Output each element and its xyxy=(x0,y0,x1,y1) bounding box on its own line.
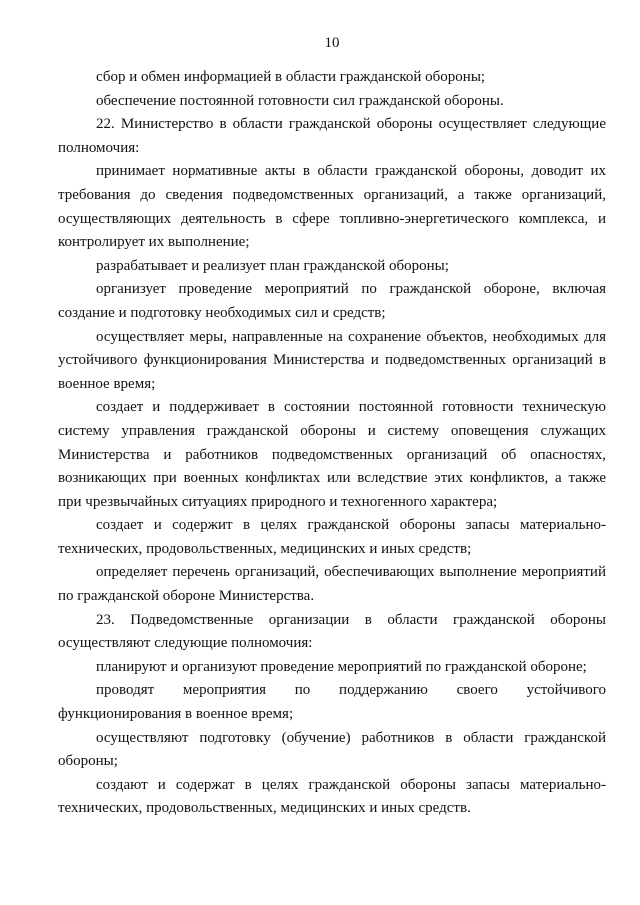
paragraph: 22. Министерство в области гражданской обороны осуществляет следующие полномочия: xyxy=(58,116,606,156)
paragraph: осуществляет меры, направленные на сохранение объектов, необходимых для устойчивого функционирования Министерства и подведомственных организаций в военное время; xyxy=(58,328,606,392)
paragraph: планируют и организуют проведение мероприятий по гражданской обороне; xyxy=(96,658,587,675)
paragraph: создают и содержат в целях гражданской обороны запасы материально-технических, продовольственных, медицинских и иных средств. xyxy=(58,776,606,817)
paragraph: обеспечение постоянной готовности сил гражданской обороны. xyxy=(96,92,504,109)
page-number: 10 xyxy=(324,35,340,51)
paragraph: проводят мероприятия по поддержанию своего устойчивого функционирования в военное время; xyxy=(58,682,606,723)
paragraph: организует проведение мероприятий по гражданской обороне, включая создание и подготовку необходимых сил и средств; xyxy=(58,281,606,321)
document-body xyxy=(58,66,606,821)
paragraph: принимает нормативные акты в области гражданской обороны, доводит их требования до сведения подведомственных организаций, а также организаций, осуществляющих деятельность в сфере топливно-энергетического комплекса, и контролирует их выполнение; xyxy=(58,163,606,251)
paragraph: определяет перечень организаций, обеспечивающих выполнение мероприятий по гражданской обороне Министерства. xyxy=(58,564,606,605)
paragraph: разрабатывает и реализует план гражданской обороны; xyxy=(96,257,449,274)
paragraph: сбор и обмен информацией в области гражданской обороны; xyxy=(96,69,486,85)
paragraph: создает и содержит в целях гражданской обороны запасы материально-технических, продовольственных, медицинских и иных средств; xyxy=(58,517,606,557)
paragraph: осуществляют подготовку (обучение) работников в области гражданской обороны; xyxy=(58,729,606,770)
paragraph: 23. Подведомственные организации в области гражданской обороны осуществляют следующие полномочия: xyxy=(58,611,606,652)
paragraph: создает и поддерживает в состоянии постоянной готовности техническую систему управления гражданской обороны и систему оповещения служащих Министерства и работников подведомственных организаций об опасностях, возникающих при военных конфликтах или вследствие этих конфликтов, а также при чрезвычайных ситуациях природного и техногенного характера; xyxy=(58,399,606,510)
